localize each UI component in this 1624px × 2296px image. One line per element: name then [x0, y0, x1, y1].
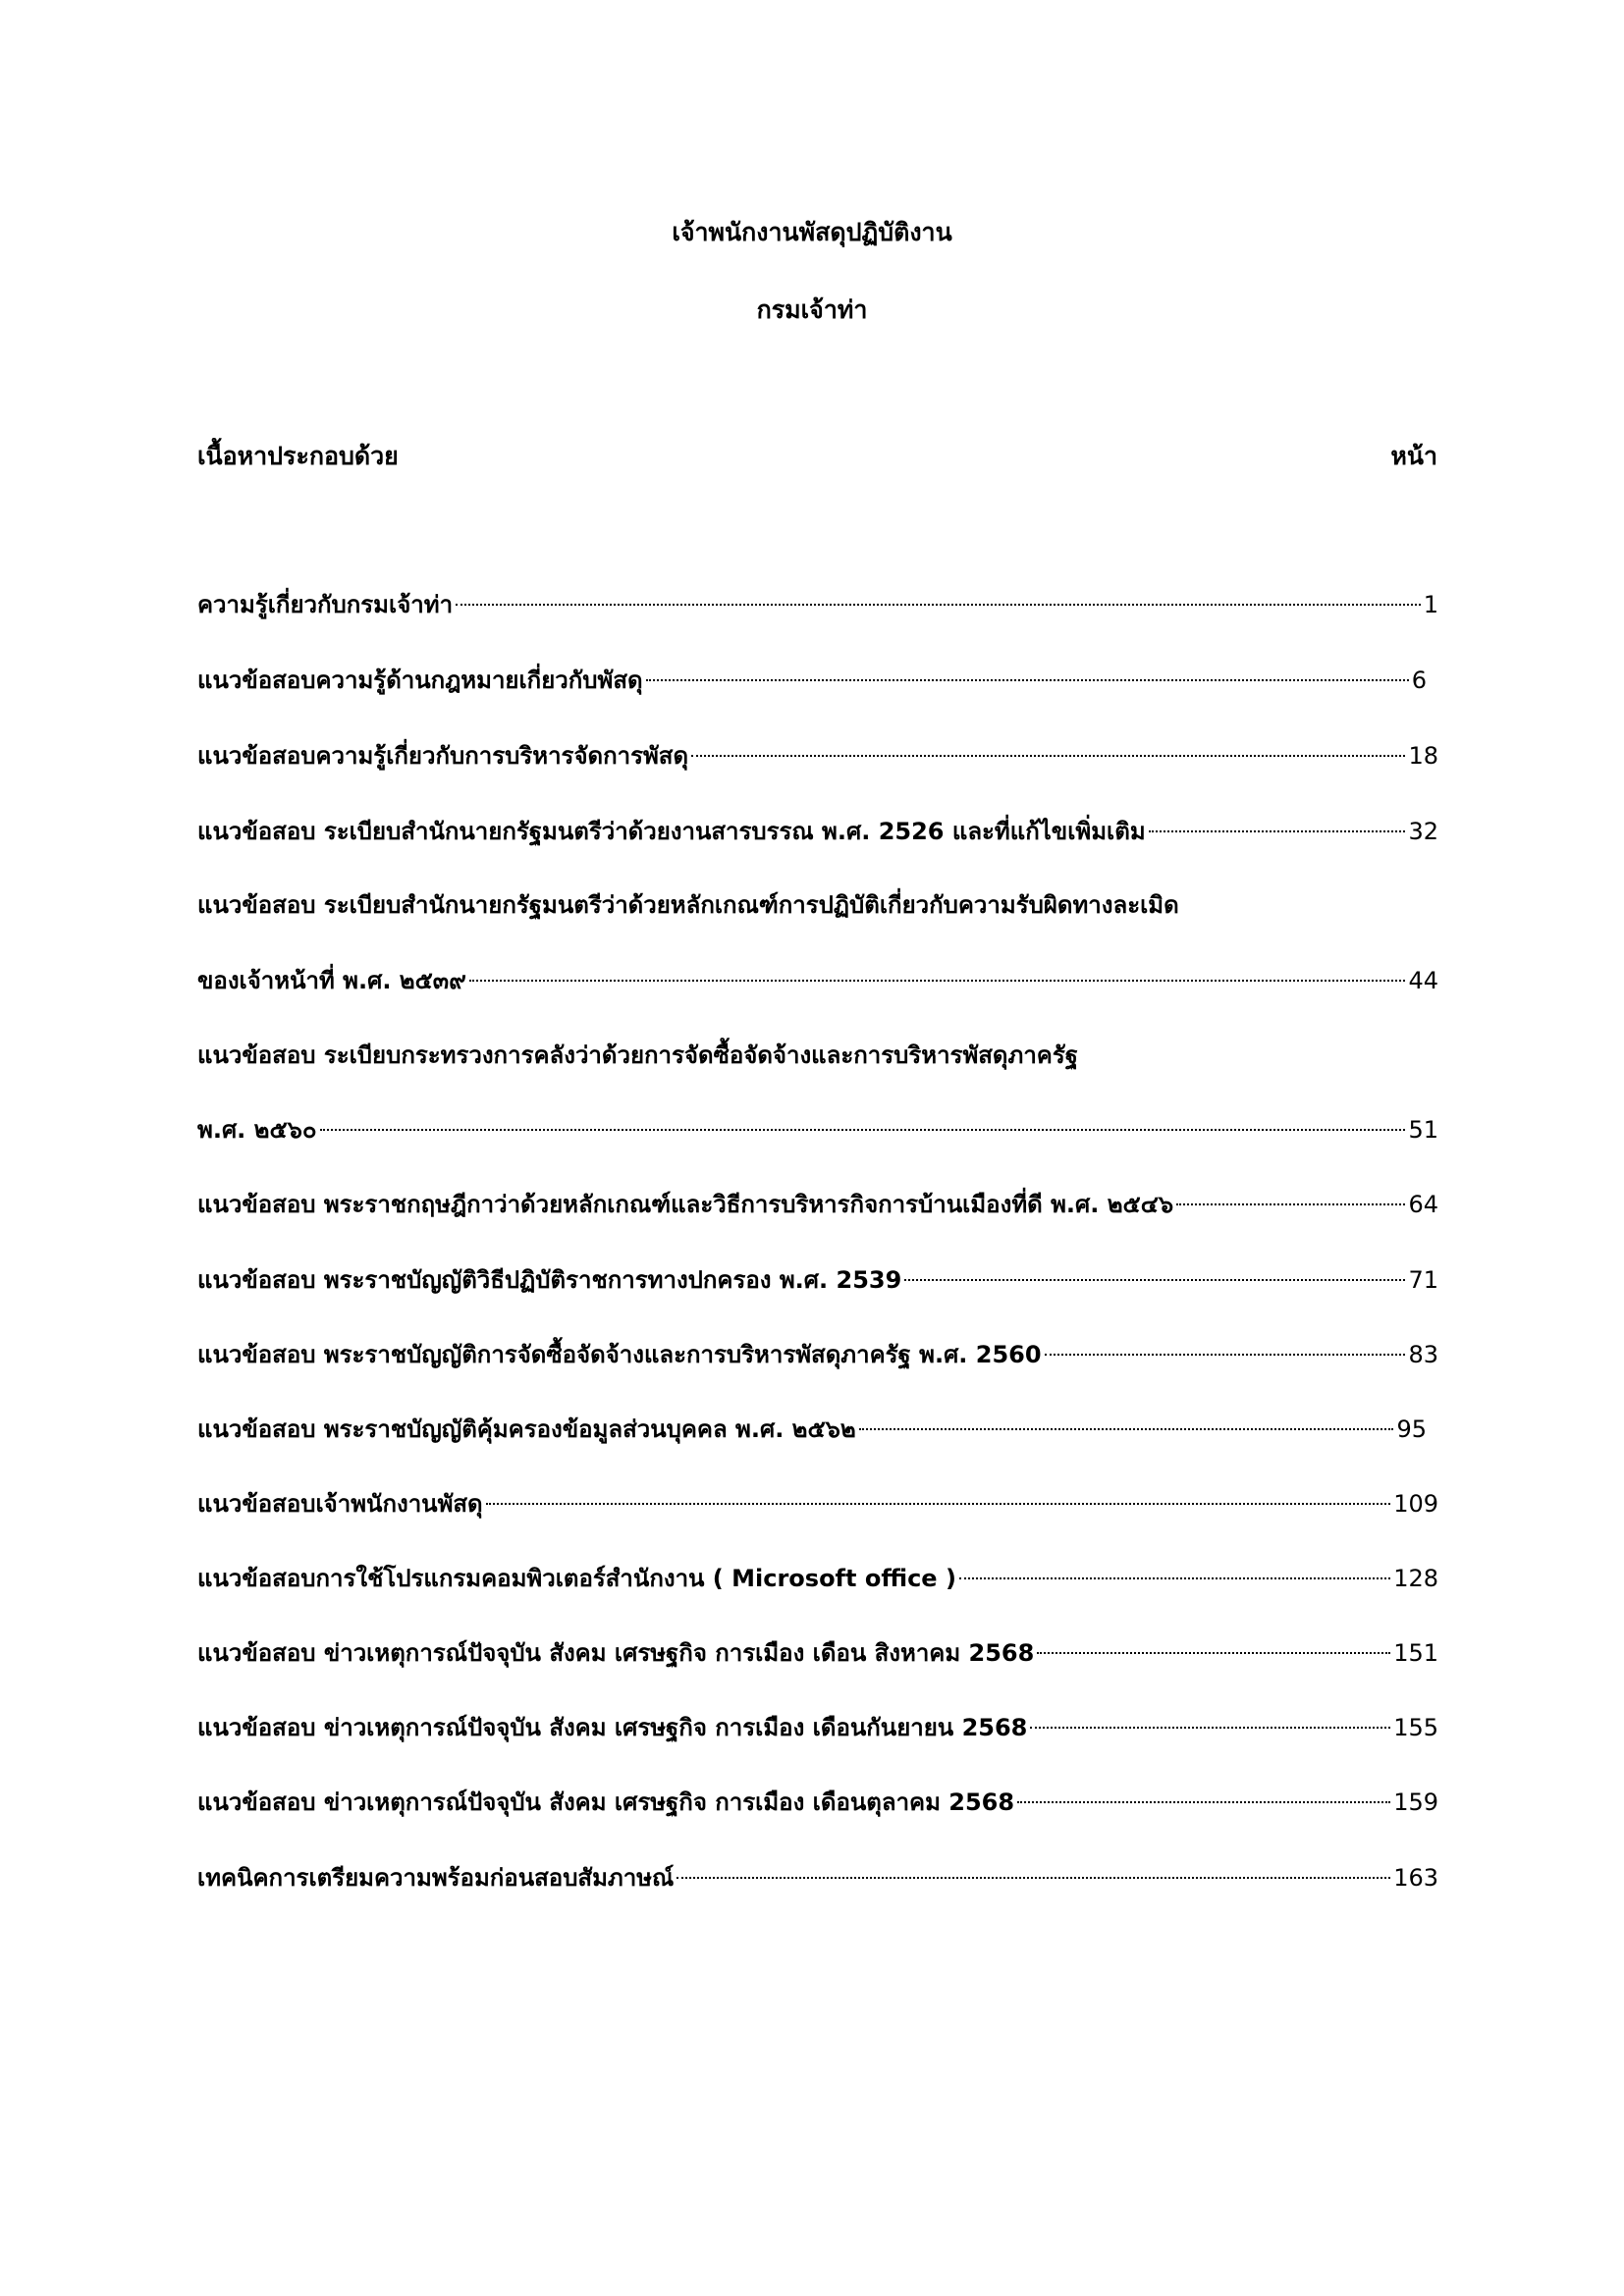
toc-entry-title: แนวข้อสอบความรู้เกี่ยวกับการบริหารจัดการพัสดุ	[197, 742, 689, 770]
toc-entry-title: แนวข้อสอบ ข่าวเหตุการณ์ปัจจุบัน สังคม เศรษฐกิจ การเมือง เดือนกันยายน 2568	[197, 1714, 1028, 1741]
toc-entry-page: 163	[1393, 1864, 1438, 1892]
toc-entry-title: เทคนิคการเตรียมความพร้อมก่อนสอบสัมภาษณ์	[197, 1864, 675, 1892]
toc-entry-page: 6	[1411, 667, 1427, 694]
toc-leader-dots	[1176, 1203, 1405, 1205]
toc-entry	[197, 961, 1438, 1000]
toc-entry-title: ของเจ้าหน้าที่ พ.ศ. ๒๕๓๙	[197, 967, 466, 994]
toc-leader-dots	[691, 755, 1405, 757]
toc-entry	[197, 1559, 1438, 1598]
toc-entry-title: แนวข้อสอบ พระราชกฤษฎีกาว่าด้วยหลักเกณฑ์และวิธีการบริหารกิจการบ้านเมืองที่ดี พ.ศ. ๒๕๔๖	[197, 1191, 1174, 1218]
toc-entry-page: 64	[1408, 1191, 1438, 1218]
toc-entry-page: 155	[1393, 1714, 1438, 1741]
toc-leader-dots	[1017, 1801, 1390, 1803]
toc-entry	[197, 1708, 1438, 1747]
toc-entry-title: แนวข้อสอบการใช้โปรแกรมคอมพิวเตอร์สำนักงาน ( Microsoft office )	[197, 1565, 956, 1592]
toc-entry	[197, 1260, 1438, 1300]
toc-entry	[197, 1185, 1438, 1224]
toc-entry	[197, 1410, 1427, 1449]
toc-entry-title: พ.ศ. ๒๕๖๐	[197, 1116, 317, 1144]
toc-entry-page: 51	[1408, 1116, 1438, 1144]
toc-leader-dots	[486, 1503, 1391, 1505]
document-title: เจ้าพนักงานพัสดุปฏิบัติงาน	[672, 218, 952, 246]
toc-entry-page: 71	[1408, 1266, 1438, 1294]
toc-entry	[197, 1858, 1438, 1897]
page-column-heading: หน้า	[1390, 442, 1437, 470]
toc-entry-title-line1: แนวข้อสอบ ระเบียบสำนักนายกรัฐมนตรีว่าด้วยหลักเกณฑ์การปฏิบัติเกี่ยวกับความรับผิดทางละเมิด	[197, 891, 1179, 919]
toc-leader-dots	[1030, 1727, 1390, 1729]
toc-leader-dots	[677, 1877, 1390, 1879]
toc-entry	[197, 585, 1438, 624]
toc-entry-page: 18	[1408, 742, 1438, 770]
toc-leader-dots	[1045, 1354, 1406, 1356]
toc-leader-dots	[646, 679, 1409, 681]
toc-entry-title: แนวข้อสอบ พระราชบัญญัติวิธีปฏิบัติราชการทางปกครอง พ.ศ. 2539	[197, 1266, 902, 1294]
toc-leader-dots	[959, 1577, 1390, 1579]
toc-leader-dots	[456, 604, 1421, 606]
toc-leader-dots	[1149, 830, 1406, 832]
toc-entry	[197, 1783, 1438, 1822]
toc-entry	[197, 1335, 1438, 1374]
toc-entry-page: 83	[1408, 1341, 1438, 1368]
toc-entry-title: แนวข้อสอบ ข่าวเหตุการณ์ปัจจุบัน สังคม เศรษฐกิจ การเมือง เดือนตุลาคม 2568	[197, 1789, 1015, 1816]
toc-entry-title: แนวข้อสอบ ระเบียบสำนักนายกรัฐมนตรีว่าด้วยงานสารบรรณ พ.ศ. 2526 และที่แก้ไขเพิ่มเติม	[197, 818, 1146, 845]
toc-entry	[197, 1484, 1438, 1523]
toc-entry-page: 109	[1393, 1490, 1438, 1518]
toc-entry	[197, 736, 1438, 775]
toc-entry-title-line1: แนวข้อสอบ ระเบียบกระทรวงการคลังว่าด้วยการจัดซื้อจัดจ้างและการบริหารพัสดุภาครัฐ	[197, 1041, 1078, 1069]
contents-heading: เนื้อหาประกอบด้วย	[197, 442, 399, 470]
toc-entry-title: แนวข้อสอบ พระราชบัญญัติคุ้มครองข้อมูลส่วนบุคคล พ.ศ. ๒๕๖๒	[197, 1415, 856, 1443]
document-subtitle: กรมเจ้าท่า	[756, 295, 868, 324]
toc-entry-title: แนวข้อสอบความรู้ด้านกฎหมายเกี่ยวกับพัสดุ	[197, 667, 643, 694]
toc-entry-title: แนวข้อสอบเจ้าพนักงานพัสดุ	[197, 1490, 483, 1518]
toc-entry-page: 95	[1396, 1415, 1427, 1443]
toc-entry-page: 159	[1393, 1789, 1438, 1816]
toc-leader-dots	[904, 1279, 1405, 1281]
toc-entry-page: 128	[1393, 1565, 1438, 1592]
toc-leader-dots	[469, 980, 1406, 982]
toc-entry-page: 32	[1408, 818, 1438, 845]
toc-entry-page: 151	[1393, 1639, 1438, 1667]
toc-entry	[197, 812, 1438, 851]
toc-entry-title: ความรู้เกี่ยวกับกรมเจ้าท่า	[197, 591, 454, 618]
toc-leader-dots	[320, 1129, 1406, 1131]
toc-entry	[197, 1110, 1438, 1149]
toc-entry	[197, 1633, 1438, 1673]
toc-entry	[197, 661, 1427, 700]
toc-entry-page: 44	[1408, 967, 1438, 994]
toc-leader-dots	[1037, 1652, 1390, 1654]
toc-leader-dots	[859, 1428, 1394, 1430]
toc-entry-title: แนวข้อสอบ พระราชบัญญัติการจัดซื้อจัดจ้างและการบริหารพัสดุภาครัฐ พ.ศ. 2560	[197, 1341, 1042, 1368]
toc-entry-title: แนวข้อสอบ ข่าวเหตุการณ์ปัจจุบัน สังคม เศรษฐกิจ การเมือง เดือน สิงหาคม 2568	[197, 1639, 1035, 1667]
toc-entry-page: 1	[1423, 591, 1438, 618]
